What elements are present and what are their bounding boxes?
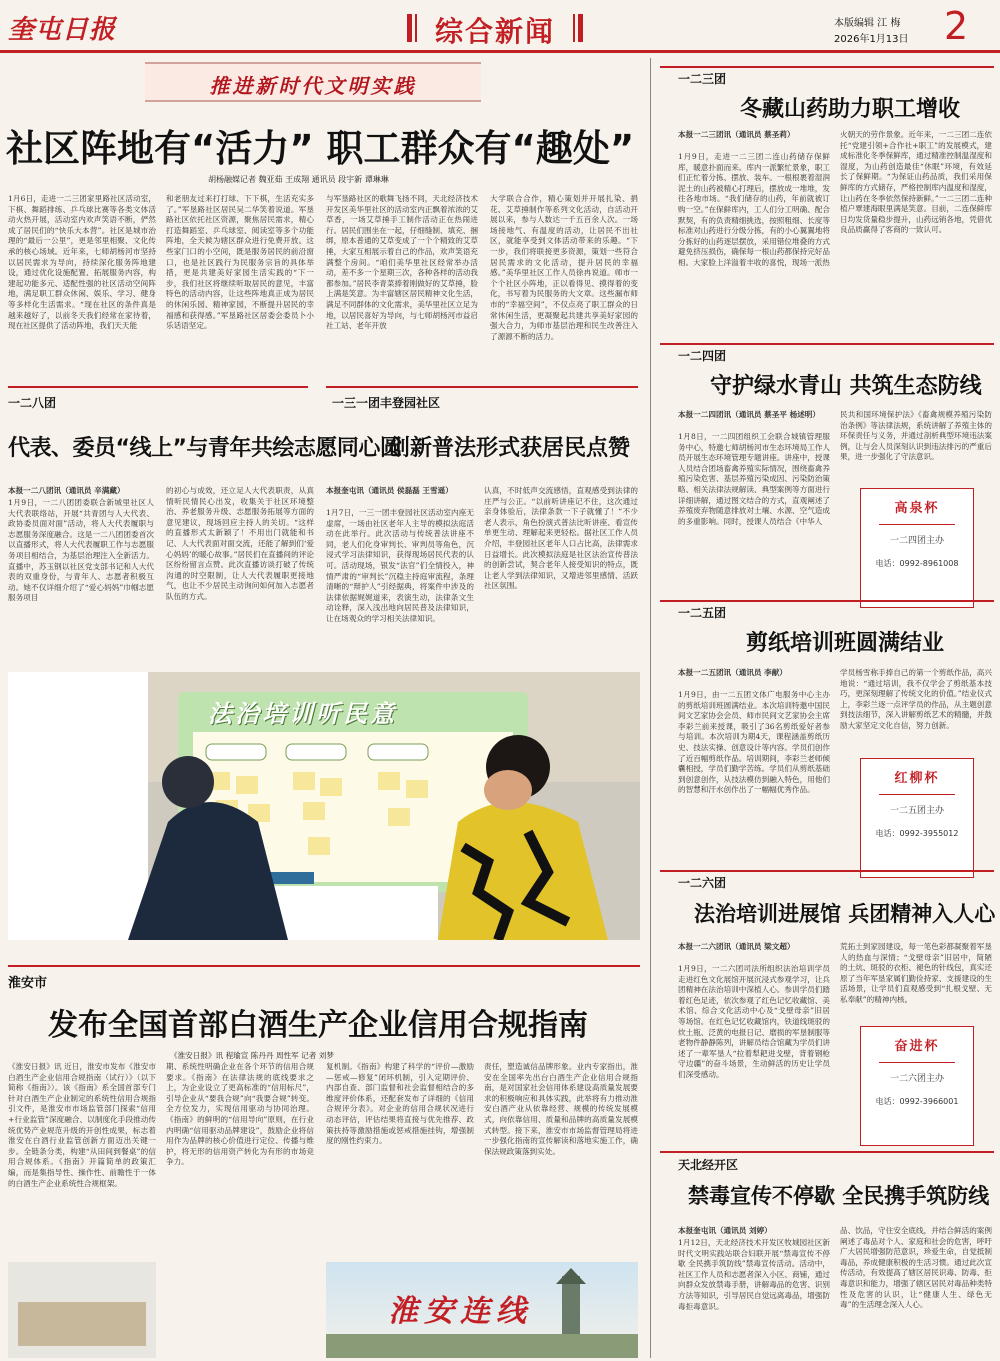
story-128-col1: 1月9日，一二八团团委联合新城里社区人大代表联络站，开展“共青团与人大代表、政协委员面对面”活动，将人大代表履职与志愿服务深度融合。这是一二八团团委首次以直播形式，将人大代表履职工作与志愿服务项目相结合，为基层治理注入全新活力。直播中，苏玉钢以社区党支部书记和人大代表的双重身份，与青年人、志愿者积极互动。她不仅详细介绍了“爱心妈妈”巾帼志愿服务项目 bbox=[8, 498, 154, 603]
cup-title: 奋进杯 bbox=[894, 1039, 940, 1054]
kicker-huaian: 淮安市 bbox=[8, 976, 48, 991]
story-123-col1: 1月9日，走进一二三团二连山药储存保鲜库，暖意扑面而来。库内一派繁忙景象，职工们正忙着分拣、摆放、装车。一根根裹着湿润泥土的山药被精心打理后，摆放成一堆堆，发往各地市场。“我们储存的山药，年前就被订购一空。”在保鲜库内，工人们分工明确、配合默契，有的负责精细挑选，按照粗细、长度等标准对山药进行分级分拣，有的小心翼翼地将分拣好的山药逐层摆放，采用错位堆叠的方式避免挤压损伤，确保每一根山药都保持完好品相。大家脸上洋溢着丰收的喜悦，现场一派热 bbox=[678, 152, 830, 267]
banner-text: 推进新时代文明实践 bbox=[209, 74, 417, 98]
issue-date: 2026年1月13日 bbox=[834, 34, 909, 45]
story-tianbei-col1: 1月12日，天北经济技术开发区牧城园社区新时代文明实践站联合妇联开展“禁毒宣传不停歇 全民携手筑防线”禁毒宣传活动。活动中，社区工作人员和志愿者深入小区、商铺，通过向群众发放禁毒手册，讲解毒品的危害、识别方法等知识，引导居民自觉远离毒品，增强防毒拒毒意识。 bbox=[678, 1238, 830, 1311]
headline-123: 冬藏山药助力职工增收 bbox=[740, 97, 961, 122]
headline-131: 创新普法形式获居民点赞 bbox=[388, 436, 631, 461]
cup-title: 红柳杯 bbox=[894, 771, 940, 786]
cup-sponsor: 一二四团主办 bbox=[889, 536, 944, 546]
kicker-126: 一二六团 bbox=[678, 876, 727, 890]
headline-124: 守护绿水青山 共筑生态防线 bbox=[710, 374, 982, 399]
top-story-col1: 1月6日，走进一二三团家里路社区活动室，下棋、舞蹈排练、乒乓球比赛等各类文体活动火热开展，活动室内欢声笑语不断，俨然成了居民们的“快乐大本营”。社区是城市治理的“最后一公里”，更是邻里相聚、文化传承的核心场域。近年来，七师胡杨河市坚持以居民需求为导向，持续深化服务阵地建设，通过优化设施配置、拓展服务内容，构建起功能多元、适配性强的社区活动空间阵地，满足职工群众休闲、娱乐、学习、健身等多样化生活需求。“现在社区的条件真是越来越好了，以前冬天我们经常在家待着，现在社区提供了活动阵地，我们天天能 bbox=[8, 194, 156, 331]
section-name-frame bbox=[407, 10, 583, 46]
kicker-tianbei: 天北经开区 bbox=[678, 1158, 739, 1172]
headline-huaian: 发布全国首部白酒生产企业信用合规指南 bbox=[48, 1008, 588, 1043]
story-tianbei-col2: 品、饮品，守住安全底线，并结合鲜活的案例阐述了毒品对个人、家庭和社会的危害，呼吁广大居民增强防范意识，珍爱生命，自觉抵制毒品，养成健康积极的生活习惯。通过此次宣传活动，有效提高了辖区居民识毒、防毒、拒毒意识和能力，增强了辖区居民对毒品种类特性及危害的认识，让“健康人生、绿色无毒”的生活理念深入人心。 bbox=[840, 1226, 992, 1310]
story-128-byline: 本报一二八团讯（通讯员 辛满藏） bbox=[8, 486, 125, 495]
top-headline: 社区阵地有“活力” 职工群众有“趣处” bbox=[6, 127, 635, 170]
story-huaian-col1: 《淮安日报》讯 近日，淮安市发布《淮安市白酒生产企业信用合规指南（试行）》（以下简称《指南》）。该《指南》系全国首部专门针对白酒生产企业制定的系统性信用合规指引文件，是淮安市市场监管部门探索“信用+行业监管”深度融合、以制度化手段推动传统优势产业规范升级的开创性成果，标志着淮安在白酒行业监管创新方面迈出关键一步。全链条分类，构建“从田间到餐桌”的信用合规体系。《指南》开篇简单的政策汇编，而是集指导性、操作性、前瞻性于一体的白酒生产企业系统性合规框架。 bbox=[8, 1062, 156, 1188]
story-huaian-col2: 期、系统性明确企业在各个环节的信用合规要求。《指南》在法律法规的底线要求之上，为企业设立了更高标准的“信用标尺”，引导企业从“要我合规”向“我要合规”转变。全方位发力，实现信用驱动与协同治理。《指南》的鲜明的“信用导向”原则，在行业内明确“信用驱动品牌建设”，鼓励企业将信用作为品牌的核心价值进行定位、传播与维护，将无形的信用资产转化为有形的市场竞争力。 bbox=[166, 1062, 314, 1167]
story-128-col2: 的初心与成效，还立足人大代表职责，从真情听民情民心出发，收集关于社区环境整治、养老服务升级、志愿服务拓展等方面的意见建议，现场回应主持人的关切。“这样的直播形式太新颖了！不用出门就能和书记、人大代表面对面交流，还能了解到们‘爱心妈妈’的暖心故事。”居民们在直播间的评论区纷纷留言点赞。此次直播访谈打破了传统沟通的时空限制，让人大代表履职更接地气，也让不少居民主动询问如何加入志愿者队伍的方式。 bbox=[166, 486, 314, 601]
story-131-col1: 1月7日，一三一团丰登园社区活动室内座无虚席，一场由社区老年人主导的模拟法庭活动在此举行。此次活动与传统普法讲座不同，老人们化身审判长、审判员等角色，沉浸式学习法律知识，获得现场居民代表的认可。活动现场，银发“法官”们全情投入，神情严肃的“审判长”沉稳主持庭审流程，条理清晰的“辩护人”引经据典，将案件中涉及的法律依据娓娓道来，表演生动，法律条文生动诠释，深入浅出地向居民普及法律知识，让在场观众的学习相关法律知识。 bbox=[326, 508, 474, 623]
ad-cup-fenjin bbox=[860, 1026, 974, 1146]
kicker-131: 一三一团丰登园社区 bbox=[332, 396, 441, 410]
top-story-col2: 和老朋友过来打打球、下下棋，生活充实多了。”军垦路社区居民吴二华笑着说道。军垦路社区依托社区资源，聚焦居民需求，精心打造舞蹈室、乒乓球室、阅读室等多个功能阵地，全天候为辖区群众进行免费开放。这些家门口的小空间，既是服务居民的前沿窗口，也是社区践行为民服务宗旨的具体举措，更是共建美好家园生活实践的“下一步，我们社区将继续听取居民的意见，丰富特色的活动内容，让这些阵地真正成为居民的休闲乐园、精神家园，不断提升居民的幸福感和获得感。”军垦路社区居委会委员卜小乐话语坚定。 bbox=[166, 194, 314, 331]
story-124-col2: 民共和国环境保护法》《畜禽规模养殖污染防治条例》等法律法规，系统讲解了养殖主体的环保责任与义务，并通过剖析典型环境违法案例，让与会人员深刻认识到违法排污的严重后果，进一步强化了守法意识。 bbox=[840, 410, 992, 462]
headline-128: 代表、委员“线上”与青年共绘志愿同心圆 bbox=[8, 436, 402, 461]
ad-cup-hongliu bbox=[860, 758, 974, 878]
huaian-ad bbox=[326, 1262, 638, 1358]
cup-sponsor: 一二六团主办 bbox=[889, 1074, 944, 1084]
top-story-col3: 与军垦路社区的歌舞飞扬不同，天北经济技术开发区美华里社区的活动室内正飘着浓浓的艾草香，一场艾草捶手工制作活动正在热闹进行。居民们围坐在一起，仔细缝制、填充、捆绑，原本普通的艾草变成了一个个精致的艾草捶，大家互相展示着自己的作品，欢声笑语充满整个房间。“咱们美华里社区经常举办活动，差不多一个星期三次，各种各样的活动我都参加。”居民李青菜捧着刚做好的艾草捶，脸上满是笑意。为丰富辖区居民精神文化生活，满足不同群体的文化需求，美华里社区立足为地，以居民喜好为导向，与七师胡杨河市益启社工站、老年开放 bbox=[326, 194, 478, 331]
section-title: 综合新闻 bbox=[434, 15, 555, 48]
kicker-125: 一二五团 bbox=[678, 606, 727, 620]
cup-title: 高泉杯 bbox=[894, 501, 940, 516]
ad-title: 淮安连线 bbox=[388, 1294, 532, 1329]
cup-sponsor: 一二五团主办 bbox=[889, 806, 944, 816]
kicker-123: 一二三团 bbox=[678, 72, 727, 86]
story-huaian-col3: 复机制。《指南》构建了科学的“评价—激励—惩戒—修复”闭环机制，引入定期评价、内部自查、部门监督和社会监督相结合的多维度评价体系，还配套发布了详细的《信用合规评分表》。对企业的信用合规状况进行动态评估，评估结果将直接与优先推荐、政策扶持等激励措施或惩戒措施挂钩，增强制度的刚性约束力。 bbox=[326, 1062, 474, 1146]
kicker-124: 一二四团 bbox=[678, 349, 727, 363]
top-story-col4: 大学联合合作，精心策划并开展扎染、捐花、艾草捶制作等系列文化活动，自活动开展以来，参与人数达一千五百余人次。一场场接地气、有温度的活动，让居民不出社区，就能享受到文体活动带来的乐趣。“下一步，我们将联接更多资源，策划一些符合居民需求的文化活动，提升居民的幸福感。”美华里社区工作人员徐冉说道。师市一个个社区小阵地，正以看得见、摸得着的变化，书写着为民服务的大文章。这些漏布师市的“幸福空间”，不仅点亮了职工群众的日常休闲生活，更凝聚起共建共享美好家园的强大合力，为师市基层治理和民生改善注入了源源不断的活力。 bbox=[490, 194, 638, 341]
top-byline: 胡杨融媒记者 魏亚茹 王成翔 通讯员 段宇新 谭琳琳 bbox=[208, 175, 389, 184]
editor-credit: 本版编辑 江 梅 bbox=[834, 18, 901, 29]
photo-law-board bbox=[8, 672, 640, 940]
cup-phone: 电话：0992-8961008 bbox=[875, 559, 959, 568]
story-126-col2: 荒拓土到家园建设，每一笔色彩都凝聚着军垦人的热血与深情；“戈壁母亲”旧居中，简陋的土炕、斑驳的衣柜、褪色的针线包，真实还原了当年军垦家属们勤俭持家、支援建设的生活场景，让学员们直观感受到“扎根戈壁、无私奉献”的精神内核。 bbox=[840, 942, 992, 1004]
board-title: 法治培训听民意 bbox=[208, 700, 397, 728]
headline-tianbei: 禁毒宣传不停歇 全民携手筑防线 bbox=[688, 1184, 990, 1208]
banner bbox=[145, 62, 481, 102]
page-number: 2 bbox=[944, 4, 969, 48]
headline-125: 剪纸培训班圆满结业 bbox=[746, 631, 945, 656]
story-tianbei-byline: 本报奎屯讯（通讯员 刘婷） bbox=[678, 1226, 772, 1235]
headline-126: 法治培训进展馆 兵团精神入人心 bbox=[694, 902, 996, 926]
story-123-byline: 本报一二三团讯（通讯员 蔡圣莉） bbox=[678, 130, 795, 139]
story-huaian-col4: 责任，塑造诚信品牌形象。业内专家指出，淮安在全国率先出台白酒生产企业信用合规指南，是对国家社会信用体系建设高质量发展要求的积极响应和具体实践，此举将有力推动淮安白酒产业从依靠经营、规模的传统发展模式，向依靠信用、质量和品牌的高质量发展模式转型。接下来，淮安市市场监督管理局将进一步强化指南的宣传解读和落地实施工作，确保法规政策落到实处。 bbox=[484, 1062, 638, 1156]
story-131-byline: 本报奎屯讯（通讯员 侯磊磊 王雪遥） bbox=[326, 486, 453, 495]
cup-phone: 电话：0992-3955012 bbox=[875, 829, 959, 838]
story-131-col2: 认真，不时低声交流感悟，直观感受到法律的庄严与公正。“以前听讲座记不住，这次通过亲身体验后，法律条款一下子就懂了！”不少老人表示，角色扮演式普法比听讲座、看宣传单更生动、理解起来更轻松。据社区工作人员介绍，丰登园社区老年人口占比高，法律需求日益增长。此次模拟法庭是社区法治宣传普法的创新尝试，契合老年人接受知识的特点，既让老人学到法律知识，又增进邻里感情、活跃社区氛围。 bbox=[484, 486, 638, 591]
story-125-byline: 本报一二五团讯（通讯员 李献） bbox=[678, 668, 787, 677]
story-125-col2: 学员杨雪称手捧自己的第一个剪纸作品，高兴地说：“通过培训，我不仅学会了剪纸基本技巧，更深刻理解了传统文化的价值。”结业仪式上，李彩兰逐一点评学员的作品，从主题创意到技法细节，深入讲解剪纸艺术的精髓，并鼓励大家坚定文化自信，努力创新。 bbox=[840, 668, 992, 730]
masthead-rule bbox=[0, 50, 1000, 53]
story-126-col1: 1月9日，一二六团司法所组织法治培训学员走进红色文化展馆开展沉浸式参观学习，让兵团精神在法治培训中深植人心。参训学员们踏着红色足迹，依次参观了红色记忆收藏馆、美术馆、综合文化活动中心及“戈壁母亲”旧居等场馆。在红色记忆收藏馆内，铁道线斑驳的炊土瓶、泛黄的电报日记、磨损的军垦制服等老物件静静陈列，讲解员结合馆藏为学员们讲述了一辈军垦人“拉着犁耙进戈壁，背着钢枪守边疆”的奋斗场景，生动鲜活的历史让学员们深受感动。 bbox=[678, 964, 830, 1079]
cup-phone: 电话：0992-3966001 bbox=[875, 1097, 959, 1106]
ad-cup-gaoquan bbox=[860, 488, 974, 608]
story-124-byline: 本报一二四团讯（通讯员 蔡圣平 杨述明） bbox=[678, 410, 820, 419]
story-124-col1: 1月8日，一二四团组织工会联合城镇管理服务中心，特邀七师胡杨河市生态环境局工作人员开展生态环境管理专题讲座。讲座中，授课人员结合团场畜禽养殖实际情况，围绕畜禽养殖污染危害、基层养殖污染成因、污染防治策略、相关法律法规解读、典型案例等方面进行详细讲解，通过图文结合的方式，直观阐述了养殖废弃物随意排放对土壤、水源、空气造成的多重影响。同时，授课人员结合《中华人 bbox=[678, 432, 830, 526]
huaian-thumb bbox=[8, 1262, 156, 1358]
story-126-byline: 本报一二六团讯（通讯员 梁文超） bbox=[678, 942, 795, 951]
story-123-col2: 火朝天的劳作景象。近年来，一二三团二连依托“党建引领+合作社+职工”的发展模式，建成标准化冬季保鲜库，通过精准控制温湿度和湿度，为山药创造最佳“休眠”环境，有效延长了保鲜期。“为保证山药品质，我们采用保鲜库的方式储存，严格控制库内温度和湿度，让山药在冬季依然保持新鲜。”一二三团二连种植户覃建海眼里满是笑意。目前，二连保鲜库日均发货量稳步提升，山药远销各地，凭借优良品质赢得了客商的一致认可。 bbox=[840, 130, 992, 235]
story-125-col1: 1月9日，由一二五团文体广电服务中心主办的剪纸培训班圆满结业。本次培训特邀中国民间文艺家协会会员、师市民间文艺家协会主席李彩兰前来授课，吸引了36名剪纸爱好者参与培训。本次培训为期4天，课程涵盖剪纸历史、技法实操、创意设计等内容。学员们创作了近百幅剪纸作品。培训期间，李彩兰老师倾囊相授，学员们勤学苦练。学员们从剪纸基础到创意创作，从技法模仿到融入特色，用他们的智慧和汗水创作出了一幅幅优秀作品。 bbox=[678, 690, 830, 795]
kicker-128: 一二八团 bbox=[8, 396, 57, 410]
byline-huaian: 《淮安日报》讯 程瑜宣 陈丹丹 周性军 记者 刘梦 bbox=[170, 1051, 334, 1060]
masthead-logo: 奎屯日报 bbox=[8, 15, 117, 45]
thumb-graphic bbox=[8, 1262, 156, 1358]
